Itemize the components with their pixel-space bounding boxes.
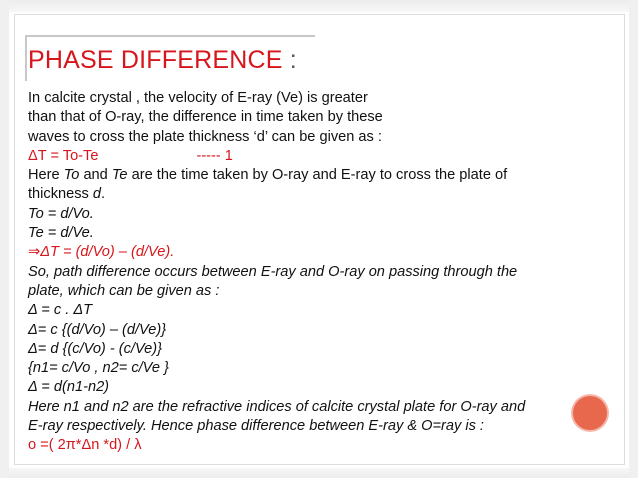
equation-number: ----- 1 xyxy=(196,147,233,164)
decorative-circle xyxy=(573,396,607,430)
equation-te: Te = d/Ve. xyxy=(28,225,94,242)
equation-path-diff: Δ = c . ΔT xyxy=(28,302,93,319)
equation-phase-diff: o =( 2π*Δn *d) / λ xyxy=(28,437,142,454)
symbol-to: To xyxy=(63,167,80,184)
body-line-2: than that of O-ray, the difference in time taken by these xyxy=(28,109,383,126)
equation-implies: ⇒ΔT = (d/Vo) – (d/Ve). xyxy=(28,244,175,261)
slide-title xyxy=(28,46,297,75)
slide-title-colon: : xyxy=(289,46,297,74)
equation-path-diff-4: Δ = d(n1-n2) xyxy=(28,379,110,396)
body-line-5-b: and xyxy=(79,167,112,184)
symbol-te: Te xyxy=(111,167,128,184)
equation-indices: {n1= c/Vo , n2= c/Ve } xyxy=(28,360,169,377)
body-line-3: waves to cross the plate thickness ‘d’ can be given as : xyxy=(28,128,382,145)
slide-border-bottom xyxy=(14,464,625,465)
body-line-1: In calcite crystal , the velocity of E-ray (Ve) is greater xyxy=(28,90,368,106)
equation-to: To = d/Vo. xyxy=(28,205,94,222)
slide-border-right xyxy=(624,14,625,464)
body-line-10: So, path difference occurs between E-ray and O-ray on passing through the xyxy=(28,263,518,280)
equation-path-diff-3: Δ= d {(c/Vo) - (c/Ve)} xyxy=(28,340,163,357)
slide-frame-left xyxy=(0,0,9,478)
body-line-11: plate, which can be given as : xyxy=(28,282,220,299)
slide-title-text: PHASE DIFFERENCE xyxy=(28,46,283,74)
equation-delta-t-text: ΔT = To-Te xyxy=(28,147,99,164)
slide-border-left xyxy=(14,14,15,464)
slide-frame-top xyxy=(0,0,638,12)
body-line-18: E-ray respectively. Hence phase difference between E-ray & O=ray is : xyxy=(28,418,484,435)
body-line-6-b: . xyxy=(101,186,106,203)
symbol-d: d xyxy=(92,186,102,203)
body-line-5-a: Here xyxy=(28,167,64,184)
body-line-5-c: are the time taken by O-ray and E-ray to cross the plate of xyxy=(127,167,508,184)
body-line-6 xyxy=(28,185,608,204)
body-line-17: Here n1 and n2 are the refractive indices of calcite crystal plate for O-ray and xyxy=(28,398,526,415)
slide-frame-bottom xyxy=(0,468,638,478)
slide-body xyxy=(28,89,608,456)
body-line-6-a: thickness xyxy=(28,186,93,203)
slide-border-top xyxy=(14,14,625,15)
equation-path-diff-2: Δ= c {(d/Vo) – (d/Ve)} xyxy=(28,321,167,338)
slide-frame-right xyxy=(629,0,638,478)
body-line-5 xyxy=(28,166,608,185)
equation-delta-t xyxy=(28,147,608,166)
